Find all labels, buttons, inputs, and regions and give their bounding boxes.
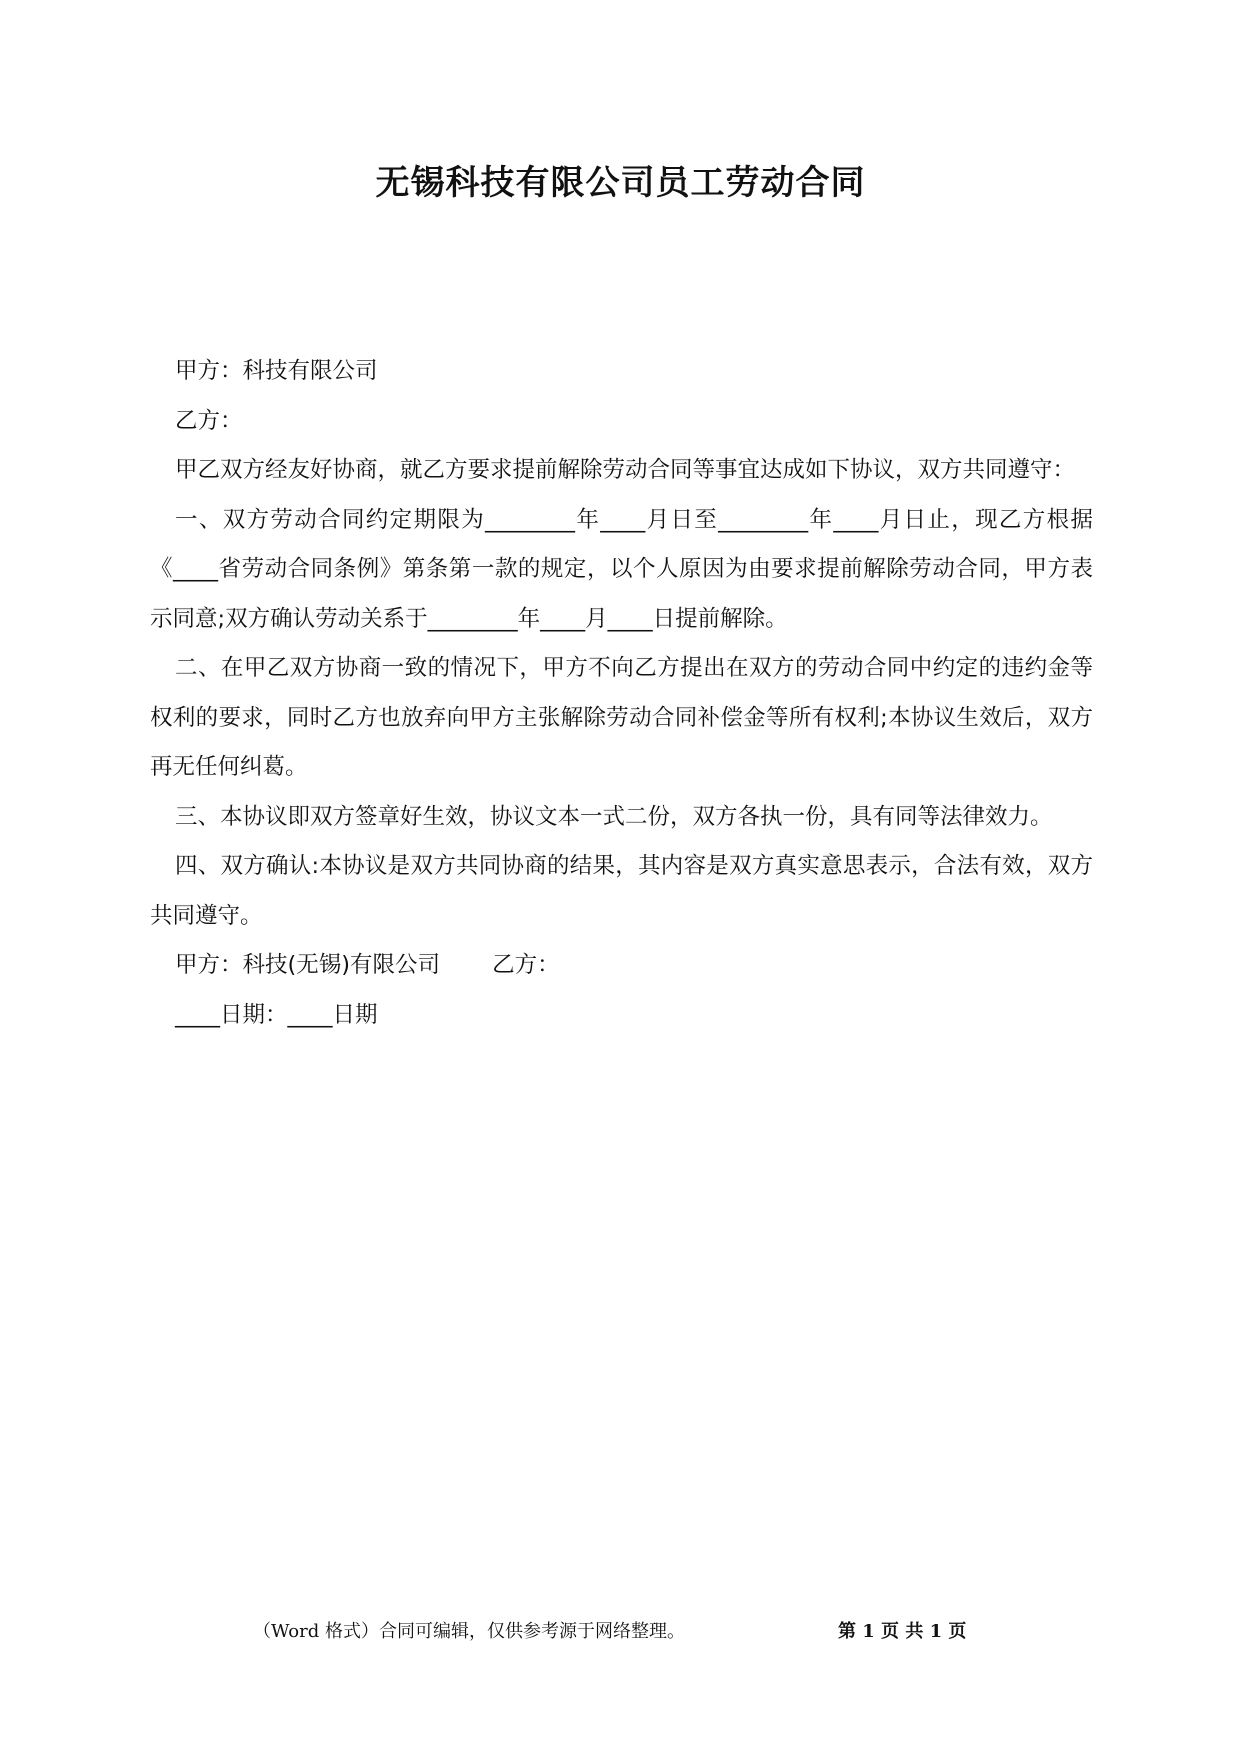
- clause-two: 二、在甲乙双方协商一致的情况下，甲方不向乙方提出在双方的劳动合同中约定的违约金等权利的要求，同时乙方也放弃向甲方主张解除劳动合同补偿金等所有权利;本协议生效后，双方再无任何纠葛。: [150, 655, 1093, 780]
- signature-line: [150, 941, 1093, 991]
- clause-one: 一、双方劳动合同约定期限为________年____月日至________年____月日止，现乙方根据《____省劳动合同条例》第条第一款的规定，以个人原因为由要求提前解除劳动合同，甲方表示同意;双方确认劳动关系于________年____月____日提前解除。: [150, 506, 1093, 632]
- party-a-line: 甲方：科技有限公司: [175, 358, 378, 384]
- footer-note: （Word 格式）合同可编辑，仅供参考源于网络整理。: [253, 1621, 685, 1642]
- page-number: 第 1 页 共 1 页: [838, 1621, 967, 1642]
- date-line: ____日期：____日期: [175, 1001, 378, 1028]
- clause-four: 四、双方确认:本协议是双方共同协商的结果，其内容是双方真实意思表示，合法有效，双方共同遵守。: [150, 853, 1093, 929]
- clause-three: 三、本协议即双方签章好生效，协议文本一式二份，双方各执一份，具有同等法律效力。: [175, 803, 1053, 830]
- preamble-paragraph: 甲乙双方经友好协商，就乙方要求提前解除劳动合同等事宜达成如下协议，双方共同遵守：: [175, 457, 1076, 483]
- signature-party-b: 乙方：: [492, 952, 560, 978]
- party-b-line: 乙方：: [175, 407, 243, 434]
- document-body: [150, 347, 1093, 1040]
- document-title: 无锡科技有限公司员工劳动合同: [375, 163, 866, 203]
- signature-party-a: 甲方：科技(无锡)有限公司: [175, 952, 441, 978]
